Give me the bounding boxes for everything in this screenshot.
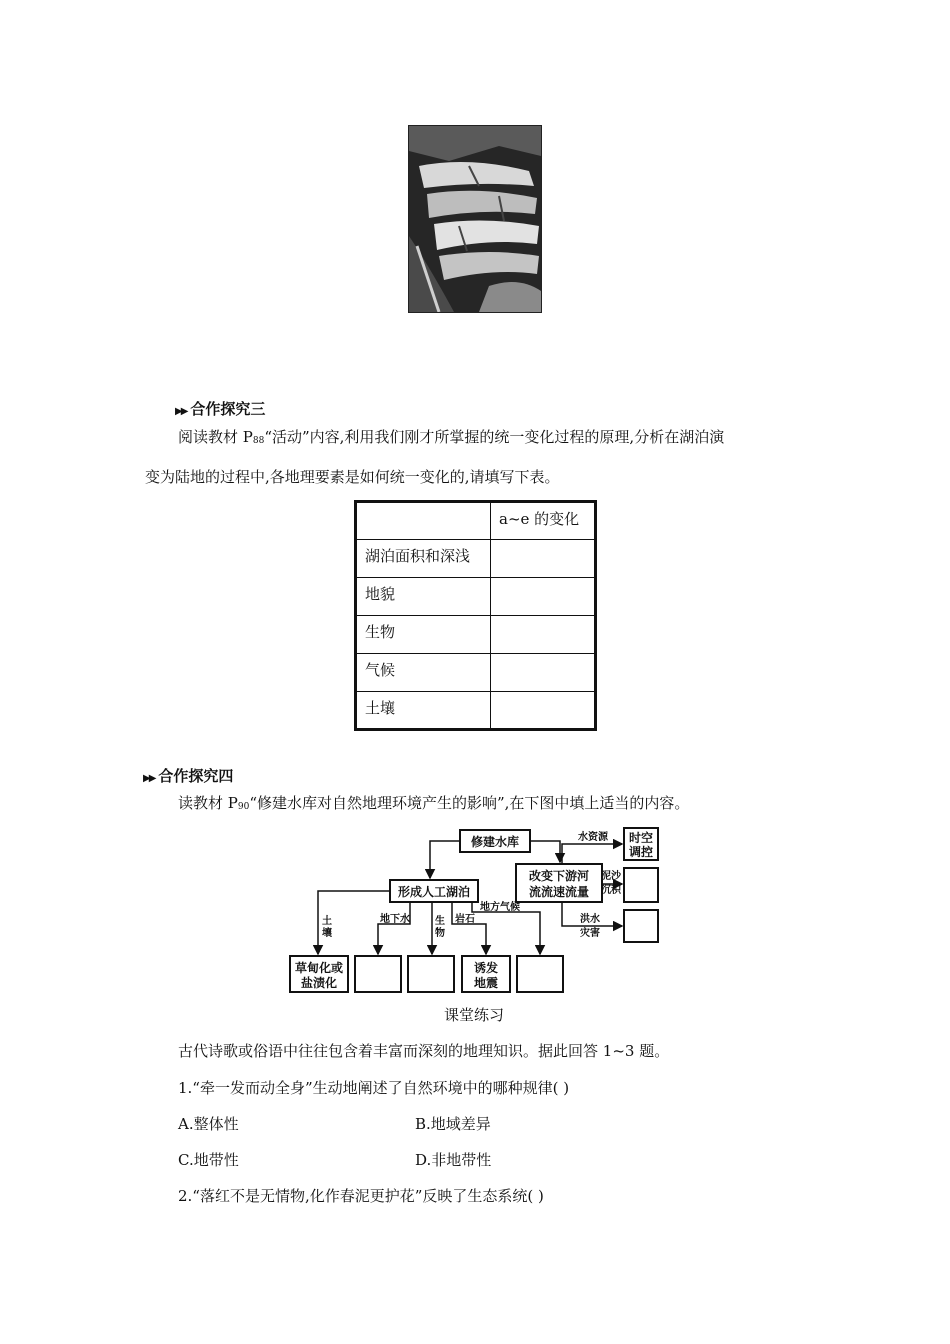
diagram-bio-label: 生 xyxy=(435,916,445,927)
question-1-option-d[interactable]: D.非地带性 xyxy=(415,1151,492,1169)
question-2: 2.“落红不是无情物,化作春泥更护花”反映了生态系统( ) xyxy=(178,1187,544,1205)
table-row xyxy=(356,654,596,692)
diagram-bio-label: 物 xyxy=(435,928,445,939)
diagram-rock-label: 岩石 xyxy=(455,914,475,925)
section3-heading: ▶▶ 合作探究三 xyxy=(175,400,266,418)
table-row xyxy=(356,616,596,654)
diagram-groundwater-label: 地下水 xyxy=(380,914,410,925)
diagram-river-label: 流流速流量 xyxy=(528,885,590,899)
section3-paragraph-line1: 阅读教材 P88“活动”内容,利用我们刚才所掌握的统一变化过程的原理,分析在湖泊演 xyxy=(178,428,725,446)
diagram-river-label: 改变下游河 xyxy=(528,869,590,883)
diagram-soil-label: 壤 xyxy=(322,928,332,939)
fill-in-table xyxy=(354,500,597,731)
table-header-cell: a~e 的变化 xyxy=(491,502,596,540)
answer-cell[interactable] xyxy=(491,540,596,578)
table-row-label: 生物 xyxy=(356,616,491,654)
box-blank-bio xyxy=(408,956,454,992)
diagram-climate-label: 地方气候 xyxy=(480,902,520,913)
practice-caption: 课堂练习 xyxy=(444,1006,505,1024)
box-blank-groundwater xyxy=(355,956,401,992)
table-row-label: 湖泊面积和深浅 xyxy=(356,540,491,578)
table-row xyxy=(356,502,596,540)
answer-cell[interactable] xyxy=(491,616,596,654)
diagram-water-resource-label: 水资源 xyxy=(578,832,608,843)
table-row-label: 土壤 xyxy=(356,692,491,730)
question-1-option-a[interactable]: A.整体性 xyxy=(178,1115,239,1133)
diagram-soil-label: 土 xyxy=(322,916,332,927)
reservoir-impact-diagram xyxy=(280,824,670,996)
section4-heading: ▶▶ 合作探究四 xyxy=(143,767,234,785)
diagram-timespace-label: 时空 xyxy=(628,831,654,845)
diagram-flood-label: 灾害 xyxy=(580,928,600,939)
diagram-flood-label: 洪水 xyxy=(580,914,600,925)
table-row xyxy=(356,540,596,578)
answer-cell[interactable] xyxy=(491,578,596,616)
question-1-option-c[interactable]: C.地带性 xyxy=(178,1151,239,1169)
section3-paragraph-line2: 变为陆地的过程中,各地理要素是如何统一变化的,请填写下表。 xyxy=(145,468,560,486)
diagram-salinization-label: 盐渍化 xyxy=(300,976,338,990)
section4-paragraph: 读教材 P90“修建水库对自然地理环境产生的影响”,在下图中填上适当的内容。 xyxy=(178,794,690,812)
diagram-salinization-label: 草甸化或 xyxy=(294,961,344,975)
question-1-option-b[interactable]: B.地域差异 xyxy=(415,1115,491,1133)
table-row-label: 气候 xyxy=(356,654,491,692)
table-header-cell xyxy=(356,502,491,540)
practice-intro: 古代诗歌或俗语中往往包含着丰富而深刻的地理知识。据此回答 1~3 题。 xyxy=(178,1042,670,1060)
box-blank-sediment xyxy=(624,868,658,902)
table-row-label: 地貌 xyxy=(356,578,491,616)
diagram-quake-label: 诱发 xyxy=(473,961,499,975)
table-row xyxy=(356,578,596,616)
box-blank-climate xyxy=(517,956,563,992)
diagram-timespace-label: 调控 xyxy=(628,845,654,859)
table-row xyxy=(356,692,596,730)
box-blank-flood xyxy=(624,910,658,942)
diagram-sediment-label: 泥沙 xyxy=(601,871,621,882)
diagram-reservoir-label: 修建水库 xyxy=(470,835,520,849)
question-1: 1.“牵一发而动全身”生动地阐述了自然环境中的哪种规律( ) xyxy=(178,1079,570,1097)
double-arrow-icon: ▶▶ xyxy=(143,773,155,784)
diagram-sediment-label: 沉积 xyxy=(601,885,621,896)
diagram-quake-label: 地震 xyxy=(473,976,499,990)
terrain-photo xyxy=(408,125,542,313)
double-arrow-icon: ▶▶ xyxy=(175,406,187,417)
diagram-lake-label: 形成人工湖泊 xyxy=(397,885,471,899)
answer-cell[interactable] xyxy=(491,692,596,730)
answer-cell[interactable] xyxy=(491,654,596,692)
